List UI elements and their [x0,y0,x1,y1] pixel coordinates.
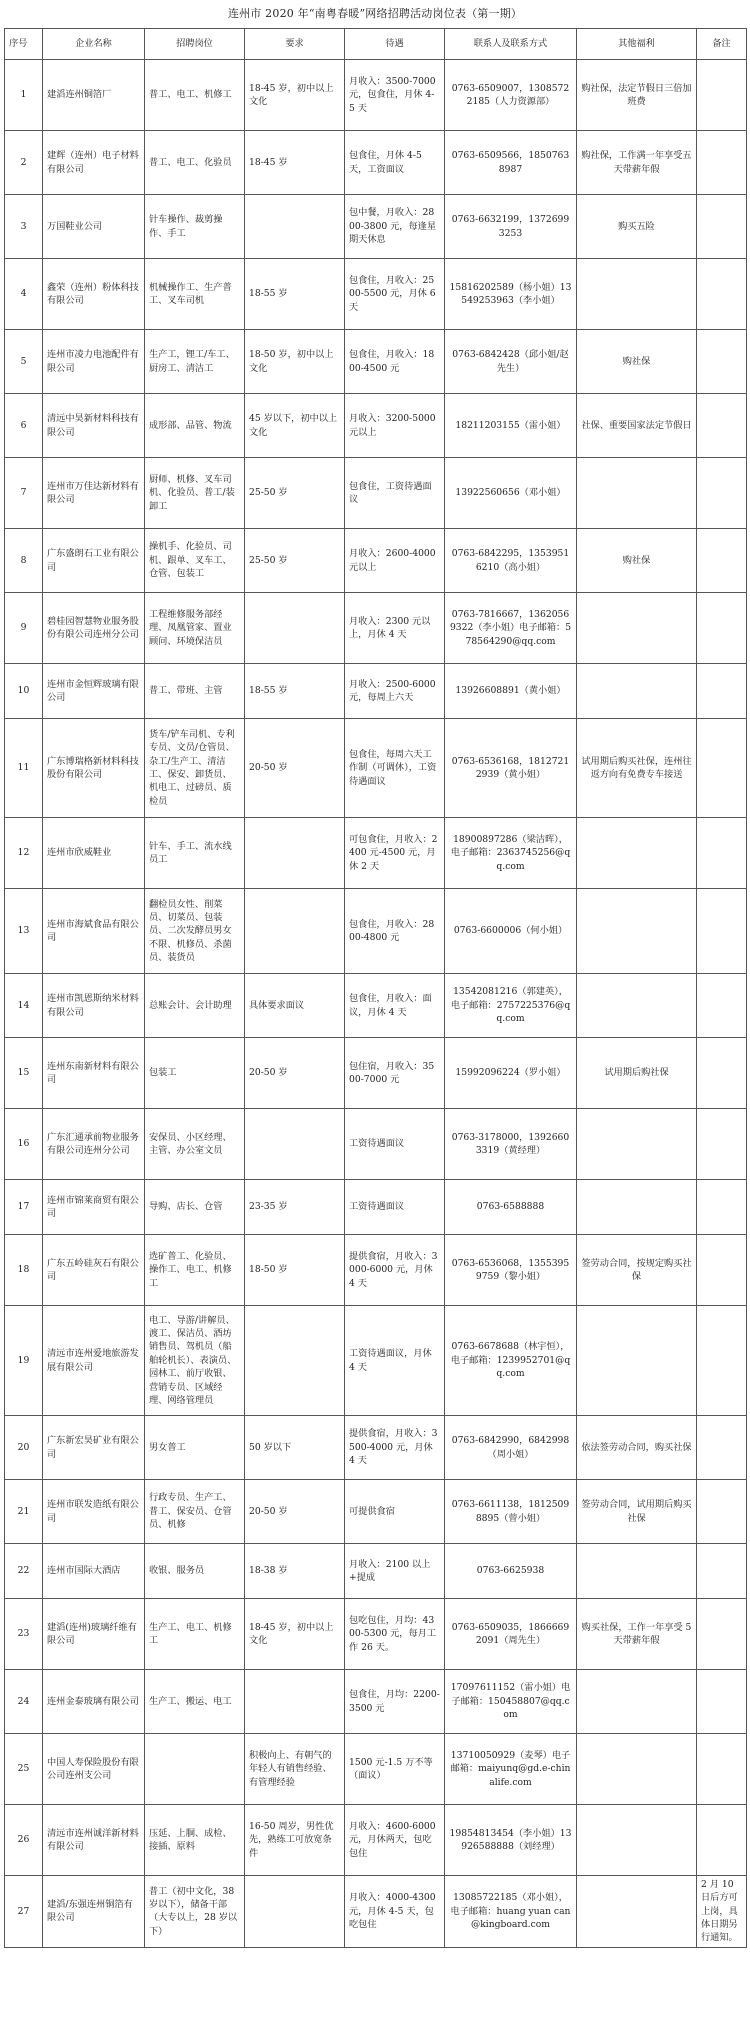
job-treatment: 月收入：4600-6000 元，月休两天，包吃包住 [345,1805,445,1876]
job-requirements: 18-38 岁 [245,1544,345,1599]
table-row [5,1876,747,1948]
job-positions: 行政专员、生产工、普工、保安员、仓管员、机修 [145,1480,245,1544]
table-row [5,195,747,259]
table-row [5,1670,747,1734]
row-remarks [697,131,747,195]
row-number: 24 [5,1670,43,1734]
contact-info: 18211203155（雷小姐） [445,394,577,458]
row-number: 1 [5,60,43,131]
other-benefits [577,1876,697,1948]
row-remarks [697,818,747,889]
job-treatment: 月收入：2300 元以上，月休 4 天 [345,593,445,664]
header-requirements: 要求 [245,29,345,60]
row-remarks [697,1235,747,1306]
job-treatment: 提供食宿，月收入：3000-6000 元，月休 4 天 [345,1235,445,1306]
other-benefits: 购买社保，工作一年享受 5 天带薪年假 [577,1599,697,1670]
table-row [5,1109,747,1180]
other-benefits [577,593,697,664]
row-number: 17 [5,1180,43,1235]
job-treatment: 可包食住，月收入：2400 元-4500 元，月休 2 天 [345,818,445,889]
job-requirements: 20-50 岁 [245,1038,345,1109]
job-requirements [245,1670,345,1734]
row-number: 27 [5,1876,43,1948]
other-benefits [577,1180,697,1235]
job-treatment: 包食住，月均：2200-3500 元 [345,1670,445,1734]
job-treatment: 月收入：2500-6000 元，每周上六天 [345,664,445,719]
table-row [5,330,747,394]
row-remarks [697,259,747,330]
other-benefits [577,1306,697,1416]
contact-info: 0763-6600006（何小姐） [445,889,577,974]
contact-info: 0763-6632199，13726993253 [445,195,577,259]
job-requirements: 45 岁以下，初中以上文化 [245,394,345,458]
row-number: 12 [5,818,43,889]
table-row [5,889,747,974]
other-benefits [577,259,697,330]
job-requirements: 23-35 岁 [245,1180,345,1235]
job-requirements: 积极向上、有朝气的年轻人有销售经验、有管理经验 [245,1734,345,1805]
other-benefits [577,1544,697,1599]
row-number: 10 [5,664,43,719]
contact-info: 15992096224（罗小姐） [445,1038,577,1109]
row-remarks [697,974,747,1038]
row-remarks [697,529,747,593]
job-positions: 生产工，锂工/车工、厨房工、清洁工 [145,330,245,394]
table-row [5,60,747,131]
company-name: 连州市锦莱商贸有限公司 [43,1180,145,1235]
job-requirements [245,195,345,259]
job-positions: 收银、服务员 [145,1544,245,1599]
company-name: 广东汇通承前物业服务有限公司连州分公司 [43,1109,145,1180]
contact-info: 0763-3178000，13926603319（黄经理） [445,1109,577,1180]
row-number: 8 [5,529,43,593]
table-row [5,974,747,1038]
row-number: 11 [5,719,43,818]
job-positions: 机械操作工、生产普工、叉车司机 [145,259,245,330]
job-positions: 普工（初中文化，38 岁以下），储备干部（大专以上，28 岁以下） [145,1876,245,1948]
header-positions: 招聘岗位 [145,29,245,60]
job-treatment: 月收入：3500-7000 元，包食住，月休 4-5 天 [345,60,445,131]
job-positions: 翻检员女性、削菜员、切菜员、包装员、二次发酵员男女不限、机修员、杀菌员、装货员 [145,889,245,974]
table-row [5,458,747,529]
row-number: 22 [5,1544,43,1599]
row-remarks [697,1599,747,1670]
contact-info: 0763-6509007，13085722185（人力资源部） [445,60,577,131]
row-number: 25 [5,1734,43,1805]
job-requirements: 50 岁以下 [245,1416,345,1480]
job-requirements [245,1876,345,1948]
row-number: 9 [5,593,43,664]
other-benefits: 购社保，法定节假日三倍加班费 [577,60,697,131]
company-name: 万国鞋业公司 [43,195,145,259]
contact-info: 0763-6611138，18125098895（曾小姐） [445,1480,577,1544]
table-row [5,818,747,889]
other-benefits: 购社保，工作满一年享受五天带薪年假 [577,131,697,195]
job-treatment: 包住宿，月收入：3500-7000 元 [345,1038,445,1109]
table-row [5,529,747,593]
job-treatment: 包中餐，月收入：2800-3800 元，每逢星期天休息 [345,195,445,259]
contact-info: 0763-6842428（邱小姐/赵先生） [445,330,577,394]
table-row [5,1480,747,1544]
job-positions: 安保员、小区经理、主管、办公室文员 [145,1109,245,1180]
row-number: 3 [5,195,43,259]
job-requirements: 18-45 岁，初中以上文化 [245,60,345,131]
company-name: 建滔连州铜箔厂 [43,60,145,131]
contact-info: 0763-6509566，18507638987 [445,131,577,195]
job-requirements: 18-50 岁，初中以上文化 [245,330,345,394]
job-table [4,28,747,1948]
company-name: 建滔/东强连州铜箔有限公司 [43,1876,145,1948]
contact-info: 17097611152（雷小姐）电子邮箱：150458807@qq.com [445,1670,577,1734]
company-name: 连州市凯恩斯纳米材料有限公司 [43,974,145,1038]
other-benefits [577,458,697,529]
row-remarks [697,394,747,458]
row-number: 5 [5,330,43,394]
table-row [5,1734,747,1805]
contact-info: 15816202589（杨小姐）13549253963（李小姐） [445,259,577,330]
job-treatment: 包吃包住，月均：4300-5300 元，每月工作 26 天。 [345,1599,445,1670]
job-treatment: 包食住，每周六天工作制（可调休），工资待遇面议 [345,719,445,818]
job-treatment: 包食住，月休 4-5 天，工资面议 [345,131,445,195]
other-benefits: 社保、重要国家法定节假日 [577,394,697,458]
job-requirements: 18-50 岁 [245,1235,345,1306]
job-requirements: 16-50 周岁，男性优先，熟练工可放宽条件 [245,1805,345,1876]
other-benefits [577,1670,697,1734]
row-number: 13 [5,889,43,974]
company-name: 连州金泰玻璃有限公司 [43,1670,145,1734]
other-benefits [577,1734,697,1805]
contact-info: 0763-6678688（林宇恒），电子邮箱：1239952701@qq.com [445,1306,577,1416]
other-benefits: 签劳动合同，按规定购买社保 [577,1235,697,1306]
row-remarks [697,1306,747,1416]
job-requirements: 20-50 岁 [245,1480,345,1544]
job-requirements: 18-45 岁，初中以上文化 [245,1599,345,1670]
job-treatment: 工资待遇面议 [345,1109,445,1180]
row-remarks [697,330,747,394]
job-positions: 普工、电工、化验员 [145,131,245,195]
table-row [5,1805,747,1876]
other-benefits: 依法签劳动合同，购买社保 [577,1416,697,1480]
contact-info: 0763-6536068，13553959759（黎小姐） [445,1235,577,1306]
header-no: 序号 [5,29,43,60]
contact-info: 0763-6536168，18127212939（黄小姐） [445,719,577,818]
row-number: 15 [5,1038,43,1109]
other-benefits [577,664,697,719]
job-requirements: 25-50 岁 [245,529,345,593]
contact-info: 0763-7816667，13620569322（李小姐）电子邮箱：578564290@qq.com [445,593,577,664]
contact-info: 19854813454（李小姐）13926588888（刘经理） [445,1805,577,1876]
row-number: 7 [5,458,43,529]
other-benefits [577,1109,697,1180]
company-name: 连州市金恒辉玻璃有限公司 [43,664,145,719]
table-row [5,394,747,458]
job-positions: 普工、带班、主管 [145,664,245,719]
header-company: 企业名称 [43,29,145,60]
company-name: 广东五岭硅灰石有限公司 [43,1235,145,1306]
company-name: 清远市连州诚洋新材料有限公司 [43,1805,145,1876]
job-positions: 导购、店长、仓管 [145,1180,245,1235]
job-positions: 针车、手工、流水线员工 [145,818,245,889]
other-benefits: 购社保 [577,330,697,394]
job-treatment: 包食住，工资待遇面议 [345,458,445,529]
header-remarks: 备注 [697,29,747,60]
job-positions: 总账会计、会计助理 [145,974,245,1038]
company-name: 连州市海斌食品有限公司 [43,889,145,974]
row-remarks [697,60,747,131]
table-row [5,719,747,818]
other-benefits [577,889,697,974]
company-name: 广东新宏昊矿业有限公司 [43,1416,145,1480]
row-remarks [697,593,747,664]
row-remarks [697,1805,747,1876]
row-remarks [697,195,747,259]
company-name: 连州东南新材料有限公司 [43,1038,145,1109]
contact-info: 0763-6842990，6842998（周小姐） [445,1416,577,1480]
job-requirements [245,1306,345,1416]
job-positions: 针车操作、裁剪操作、手工 [145,195,245,259]
row-number: 21 [5,1480,43,1544]
job-treatment: 包食住，月收入：面议，月休 4 天 [345,974,445,1038]
contact-info: 0763-6842295，13539516210（高小姐） [445,529,577,593]
row-number: 18 [5,1235,43,1306]
header-contact: 联系人及联系方式 [445,29,577,60]
contact-info: 18900897286（梁洁晖），电子邮箱：2363745256@qq.com [445,818,577,889]
job-requirements: 25-50 岁 [245,458,345,529]
job-positions: 电工、导游/讲解员、渡工、保洁员、酒坊销售员、驾机员（船舶轮机长）、表演员、园林工、前厅收银、营销专员、区域经理、网络管理员 [145,1306,245,1416]
table-row [5,1544,747,1599]
company-name: 中国人寿保险股份有限公司连州支公司 [43,1734,145,1805]
row-remarks [697,1670,747,1734]
job-treatment: 包食住，月收入：2500-5500 元，月休 6 天 [345,259,445,330]
contact-info: 13085722185（邓小姐），电子邮箱：huang yuan can@kingboard.com [445,1876,577,1948]
company-name: 广东博瑞格新材料科技股份有限公司 [43,719,145,818]
table-row [5,1038,747,1109]
other-benefits: 试用期后购社保 [577,1038,697,1109]
job-treatment: 可提供食宿 [345,1480,445,1544]
row-remarks: 2 月 10 日后方可上岗，具体日期另行通知。 [697,1876,747,1948]
row-number: 14 [5,974,43,1038]
row-remarks [697,1734,747,1805]
table-row [5,664,747,719]
company-name: 鑫荣（连州）粉体科技有限公司 [43,259,145,330]
job-positions: 操机手、化验员、司机、跟单、叉车工、仓管、包装工 [145,529,245,593]
row-number: 20 [5,1416,43,1480]
company-name: 广东盛朗石工业有限公司 [43,529,145,593]
company-name: 连州市联发造纸有限公司 [43,1480,145,1544]
company-name: 连州市欣威鞋业 [43,818,145,889]
other-benefits [577,1805,697,1876]
row-remarks [697,664,747,719]
row-remarks [697,1109,747,1180]
other-benefits: 购买五险 [577,195,697,259]
row-remarks [697,719,747,818]
row-remarks [697,1480,747,1544]
other-benefits [577,818,697,889]
row-number: 16 [5,1109,43,1180]
job-treatment: 月收入：4000-4300 元，月休 4-5 天，包吃包住 [345,1876,445,1948]
table-row [5,131,747,195]
company-name: 建滔(连州)玻璃纤维有限公司 [43,1599,145,1670]
job-treatment: 1500 元-1.5 万不等（面议） [345,1734,445,1805]
company-name: 连州市国际大酒店 [43,1544,145,1599]
company-name: 碧桂园智慧物业服务股份有限公司连州分公司 [43,593,145,664]
company-name: 清远中昊新材料科技有限公司 [43,394,145,458]
job-requirements: 20-50 岁 [245,719,345,818]
job-requirements: 具体要求面议 [245,974,345,1038]
job-positions: 压延、上胴、成检、接插、原料 [145,1805,245,1876]
job-positions: 货车/铲车司机、专利专员、文员/仓管员、杂工/生产工、清洁工、保安、卸货员、机电工、过磅员、质检员 [145,719,245,818]
contact-info: 0763-6509035，18666692091（周先生） [445,1599,577,1670]
table-row [5,1235,747,1306]
row-number: 4 [5,259,43,330]
contact-info: 0763-6625938 [445,1544,577,1599]
job-positions: 男女普工 [145,1416,245,1480]
row-number: 23 [5,1599,43,1670]
job-treatment: 月收入：2100 以上+提成 [345,1544,445,1599]
row-number: 26 [5,1805,43,1876]
other-benefits: 试用期后购买社保，连州往返方向有免费专车接送 [577,719,697,818]
table-header-row [5,29,747,60]
row-remarks [697,1416,747,1480]
job-positions: 包装工 [145,1038,245,1109]
job-treatment: 提供食宿，月收入：3500-4000 元，月休 4 天 [345,1416,445,1480]
contact-info: 13926608891（黄小姐） [445,664,577,719]
job-positions: 普工、电工、机修工 [145,60,245,131]
job-treatment: 月收入：2600-4000 元以上 [345,529,445,593]
job-requirements [245,593,345,664]
row-remarks [697,1038,747,1109]
row-number: 6 [5,394,43,458]
table-row [5,259,747,330]
job-positions: 厨师、机修、叉车司机、化验员、普工/装卸工 [145,458,245,529]
table-row [5,1599,747,1670]
table-row [5,1180,747,1235]
contact-info: 13922560656（邓小姐） [445,458,577,529]
job-positions: 生产工、搬运、电工 [145,1670,245,1734]
job-positions: 选矿普工、化验员、操作工、电工、机修工 [145,1235,245,1306]
other-benefits [577,974,697,1038]
row-remarks [697,1544,747,1599]
company-name: 连州市万佳达新材料有限公司 [43,458,145,529]
job-treatment: 包食住，月收入：2800-4800 元 [345,889,445,974]
row-remarks [697,458,747,529]
job-requirements: 18-55 岁 [245,259,345,330]
table-row [5,1306,747,1416]
job-positions [145,1734,245,1805]
table-row [5,1416,747,1480]
row-remarks [697,1180,747,1235]
job-positions: 工程维修服务部经理、凤凰管家、置业顾问、环境保洁员 [145,593,245,664]
company-name: 连州市凌力电池配件有限公司 [43,330,145,394]
job-requirements [245,889,345,974]
contact-info: 13710050929（麦琴）电子邮箱：maiyunq@gd.e-chinalife.com [445,1734,577,1805]
company-name: 清远市连州爱地旅游发展有限公司 [43,1306,145,1416]
job-requirements: 18-45 岁 [245,131,345,195]
job-treatment: 工资待遇面议，月休 4 天 [345,1306,445,1416]
job-requirements: 18-55 岁 [245,664,345,719]
job-treatment: 包食住，月收入：1800-4500 元 [345,330,445,394]
table-row [5,593,747,664]
header-treatment: 待遇 [345,29,445,60]
row-remarks [697,889,747,974]
job-requirements [245,818,345,889]
page-title: 连州市 2020 年“南粤春暖”网络招聘活动岗位表（第一期） [227,7,523,20]
row-number: 19 [5,1306,43,1416]
contact-info: 13542081216（郭建英），电子邮箱：2757225376@qq.com [445,974,577,1038]
company-name: 建辉（连州）电子材料有限公司 [43,131,145,195]
other-benefits: 签劳动合同，试用期后购买社保 [577,1480,697,1544]
job-positions: 成形部、品管、物流 [145,394,245,458]
job-positions: 生产工、电工、机修工 [145,1599,245,1670]
row-number: 2 [5,131,43,195]
job-treatment: 工资待遇面议 [345,1180,445,1235]
other-benefits: 购社保 [577,529,697,593]
contact-info: 0763-6588888 [445,1180,577,1235]
job-requirements [245,1109,345,1180]
job-treatment: 月收入：3200-5000 元以上 [345,394,445,458]
header-benefits: 其他福利 [577,29,697,60]
